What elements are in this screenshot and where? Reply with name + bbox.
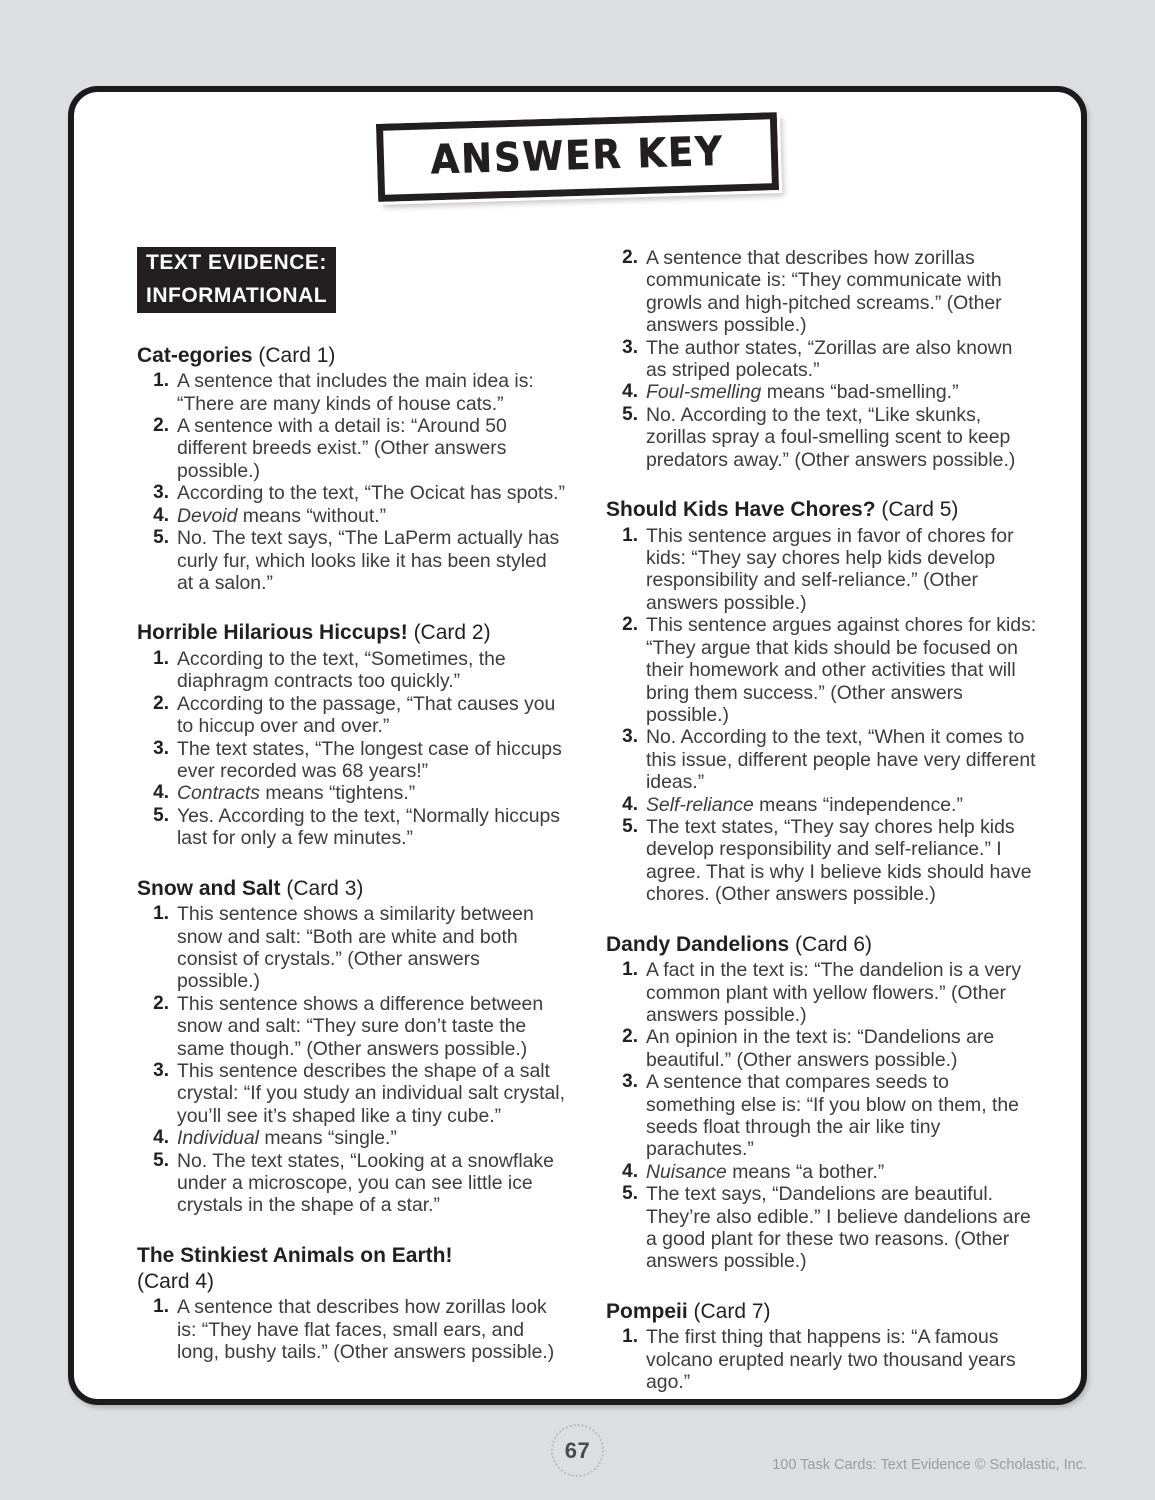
answer-item — [606, 816, 1037, 906]
answer-item — [137, 370, 568, 415]
answer-item — [606, 614, 1037, 726]
answer-section — [137, 620, 568, 849]
answer-item-number: 1. — [153, 1296, 169, 1318]
section-heading-card-label: (Card 3) — [280, 876, 364, 900]
section-heading-card-label: (Card 7) — [687, 1299, 771, 1323]
answer-item-text: Foul-smelling means “bad-smelling.” — [646, 381, 959, 404]
section-heading-title: Dandy Dandelions — [606, 932, 790, 956]
answer-item-number: 2. — [153, 692, 169, 714]
answer-list — [606, 525, 1037, 906]
answer-item — [606, 1026, 1037, 1071]
section-heading-title: Snow and Salt — [137, 876, 281, 900]
answer-section — [606, 932, 1037, 1273]
answer-item — [137, 1127, 568, 1149]
right-column — [606, 247, 1037, 1394]
section-heading — [137, 1243, 568, 1294]
answer-item — [137, 805, 568, 850]
answer-item — [606, 337, 1037, 382]
answer-item-text: Devoid means “without.” — [177, 504, 387, 527]
answer-item-number: 3. — [622, 726, 638, 748]
answer-item-number: 3. — [153, 1060, 169, 1082]
answer-section — [606, 497, 1037, 906]
answer-item — [137, 1296, 568, 1363]
answer-key-banner-container — [74, 118, 1081, 196]
answer-item-text: A sentence that compares seeds to something else is: “If you blow on them, the seeds float through the air like tiny parachutes.” — [646, 1071, 1019, 1161]
answer-list — [606, 959, 1037, 1273]
answer-item — [137, 782, 568, 804]
answer-item-number: 1. — [153, 903, 169, 925]
answer-item-number: 2. — [622, 1026, 638, 1048]
answer-item-text: This sentence describes the shape of a salt crystal: “If you study an individual salt crystal, you’ll see it’s shaped like a tiny cube.” — [177, 1060, 565, 1127]
answer-item — [606, 726, 1037, 793]
answer-list — [606, 247, 1037, 471]
section-heading-title: Pompeii — [606, 1299, 688, 1323]
answer-item-number: 5. — [622, 403, 638, 425]
section-heading-card-label: (Card 1) — [252, 343, 336, 367]
answer-item-text: A sentence with a detail is: “Around 50 different breeds exist.” (Other answers possible.) — [177, 415, 507, 482]
answer-item — [137, 738, 568, 783]
answer-item-number: 1. — [622, 1326, 638, 1348]
answer-item — [137, 693, 568, 738]
answer-item — [137, 1060, 568, 1127]
answer-item — [606, 1326, 1037, 1393]
section-heading-title: Horrible Hilarious Hiccups! — [137, 621, 408, 645]
left-column-sections — [137, 343, 568, 1364]
category-badge-line-1: TEXT EVIDENCE: — [137, 247, 336, 280]
category-badge — [137, 247, 568, 313]
answer-item — [606, 247, 1037, 337]
left-column — [137, 247, 568, 1394]
answer-item — [606, 959, 1037, 1026]
answer-item — [606, 1161, 1037, 1183]
answer-item-text: According to the passage, “That causes you to hiccup over and over.” — [177, 692, 556, 738]
answer-key-banner-title: ANSWER KEY — [430, 128, 725, 184]
section-heading-card-label: (Card 5) — [875, 498, 959, 522]
answer-section — [137, 1243, 568, 1363]
answer-item — [137, 505, 568, 527]
section-heading — [606, 497, 1037, 523]
answer-item-number: 5. — [153, 804, 169, 826]
answer-key-banner — [376, 112, 779, 202]
answer-item-text: A sentence that describes how zorillas communicate is: “They communicate with growls and high-pitched screams.” (Other answers possible.) — [646, 247, 1002, 337]
answer-item — [137, 903, 568, 993]
answer-item — [606, 1183, 1037, 1273]
answer-item-number: 1. — [153, 370, 169, 392]
category-badge-line-2: INFORMATIONAL — [137, 280, 336, 313]
answer-item-number: 5. — [153, 527, 169, 549]
answer-section — [137, 343, 568, 595]
answer-item-text: According to the text, “Sometimes, the diaphragm contracts too quickly.” — [177, 647, 506, 693]
answer-list — [137, 370, 568, 594]
answer-item-number: 2. — [153, 415, 169, 437]
answer-item — [137, 648, 568, 693]
section-heading-title: Cat-egories — [137, 343, 253, 367]
section-heading — [606, 1299, 1037, 1325]
answer-section — [606, 247, 1037, 471]
answer-item-number: 3. — [153, 737, 169, 759]
answer-list — [606, 1326, 1037, 1393]
answer-item — [606, 381, 1037, 403]
section-heading-card-label: (Card 4) — [137, 1269, 215, 1293]
answer-list — [137, 1296, 568, 1363]
answer-item-text: The author states, “Zorillas are also known as striped polecats.” — [646, 336, 1013, 382]
answer-item-text: Contracts means “tightens.” — [177, 782, 416, 805]
credit-line: 100 Task Cards: Text Evidence © Scholastic, Inc. — [772, 1457, 1087, 1473]
answer-item-text: A sentence that describes how zorillas look is: “They have flat faces, small ears, and long, bushy tails.” (Other answers possible.) — [177, 1296, 555, 1363]
answer-item-number: 3. — [622, 336, 638, 358]
answer-item-text: No. According to the text, “When it comes to this issue, different people have very different ideas.” — [646, 726, 1036, 794]
answer-item-text: Yes. According to the text, “Normally hiccups last for only a few minutes.” — [177, 804, 560, 850]
answer-item-number: 4. — [622, 381, 638, 403]
answer-item-number: 4. — [153, 782, 169, 804]
answer-item-number: 4. — [622, 1160, 638, 1182]
answer-item-number: 5. — [153, 1149, 169, 1171]
answer-item — [606, 794, 1037, 816]
section-heading-card-label: (Card 6) — [789, 932, 873, 956]
answer-item-text: The text says, “Dandelions are beautiful. They’re also edible.” I believe dandelions are a good plant for these two reasons. (Other answers possible.) — [646, 1183, 1031, 1273]
answer-item-text: A fact in the text is: “The dandelion is a very common plant with yellow flowers.” (Other answers possible.) — [646, 959, 1022, 1026]
answer-item — [606, 525, 1037, 615]
section-heading-title: Should Kids Have Chores? — [606, 498, 876, 522]
answer-item-text: Nuisance means “a bother.” — [646, 1160, 885, 1183]
answer-item-number: 4. — [622, 793, 638, 815]
section-heading-card-label: (Card 2) — [407, 621, 491, 645]
answer-item — [137, 1150, 568, 1217]
answer-item — [606, 404, 1037, 471]
right-column-sections — [606, 247, 1037, 1394]
answer-item-text: A sentence that includes the main idea is: “There are many kinds of house cats.” — [177, 370, 534, 415]
answer-item — [137, 482, 568, 504]
answer-item-text: No. According to the text, “Like skunks, zorillas spray a foul-smelling scent to keep predators away.” (Other answers possible.) — [646, 403, 1016, 471]
answer-item-text: An opinion in the text is: “Dandelions are beautiful.” (Other answers possible.) — [646, 1026, 995, 1071]
page-number-badge — [551, 1424, 604, 1477]
answer-item-number: 5. — [622, 815, 638, 837]
answer-item-number: 2. — [622, 614, 638, 636]
answer-item-number: 4. — [153, 1127, 169, 1149]
section-heading-title: The Stinkiest Animals on Earth! — [137, 1243, 453, 1267]
section-heading — [606, 932, 1037, 958]
answer-item-text: The text states, “They say chores help kids develop responsibility and self-reliance.” I agree. That is why I believe kids should have chores. (Other answers possible.) — [646, 815, 1032, 906]
answer-item-number: 1. — [153, 647, 169, 669]
answer-section — [606, 1299, 1037, 1394]
answer-list — [137, 648, 568, 850]
answer-item-text: The first thing that happens is: “A famous volcano erupted nearly two thousand years ago.” — [646, 1326, 1016, 1394]
answer-item-text: According to the text, “The Ocicat has spots.” — [177, 482, 565, 505]
answer-item-number: 1. — [622, 959, 638, 981]
section-heading — [137, 620, 568, 646]
answer-item-number: 5. — [622, 1183, 638, 1205]
section-heading — [137, 343, 568, 369]
answer-list — [137, 903, 568, 1217]
answer-item-number: 4. — [153, 504, 169, 526]
answer-item-text: This sentence shows a similarity between snow and salt: “Both are white and both consist of crystals.” (Other answers possible.) — [177, 903, 534, 993]
answer-item-text: This sentence argues in favor of chores for kids: “They say chores help kids develop responsibility and self-reliance.” (Other answers possible.) — [646, 524, 1014, 614]
answer-item — [137, 415, 568, 482]
answer-item-text: Self-reliance means “independence.” — [646, 793, 963, 816]
answer-item-number: 3. — [153, 482, 169, 504]
answer-item-text: This sentence argues against chores for kids: “They argue that kids should be focused on their homework and other activities that will bring them success.” (Other answers possible.) — [646, 614, 1037, 726]
answer-item-text: No. The text states, “Looking at a snowflake under a microscope, you can see little ice crystals in the shape of a star.” — [177, 1149, 554, 1217]
answer-item — [137, 993, 568, 1060]
answer-key-page-sheet — [68, 86, 1087, 1405]
answer-item-text: No. The text says, “The LaPerm actually has curly fur, which looks like it has been styled at a salon.” — [177, 527, 560, 594]
answer-section — [137, 876, 568, 1217]
answer-item — [606, 1071, 1037, 1161]
page-number: 67 — [564, 1437, 591, 1463]
answer-item-number: 1. — [622, 524, 638, 546]
answer-item-text: Individual means “single.” — [177, 1127, 397, 1150]
answer-item-number: 3. — [622, 1071, 638, 1093]
section-heading — [137, 876, 568, 902]
answer-item-text: This sentence shows a difference between snow and salt: “They sure don’t taste the same though.” (Other answers possible.) — [177, 992, 544, 1060]
answer-item-number: 2. — [622, 247, 638, 268]
answer-item-number: 2. — [153, 992, 169, 1014]
answer-item-text: The text states, “The longest case of hiccups ever recorded was 68 years!” — [177, 737, 562, 782]
answer-item — [137, 527, 568, 594]
answer-key-columns — [137, 247, 1037, 1394]
